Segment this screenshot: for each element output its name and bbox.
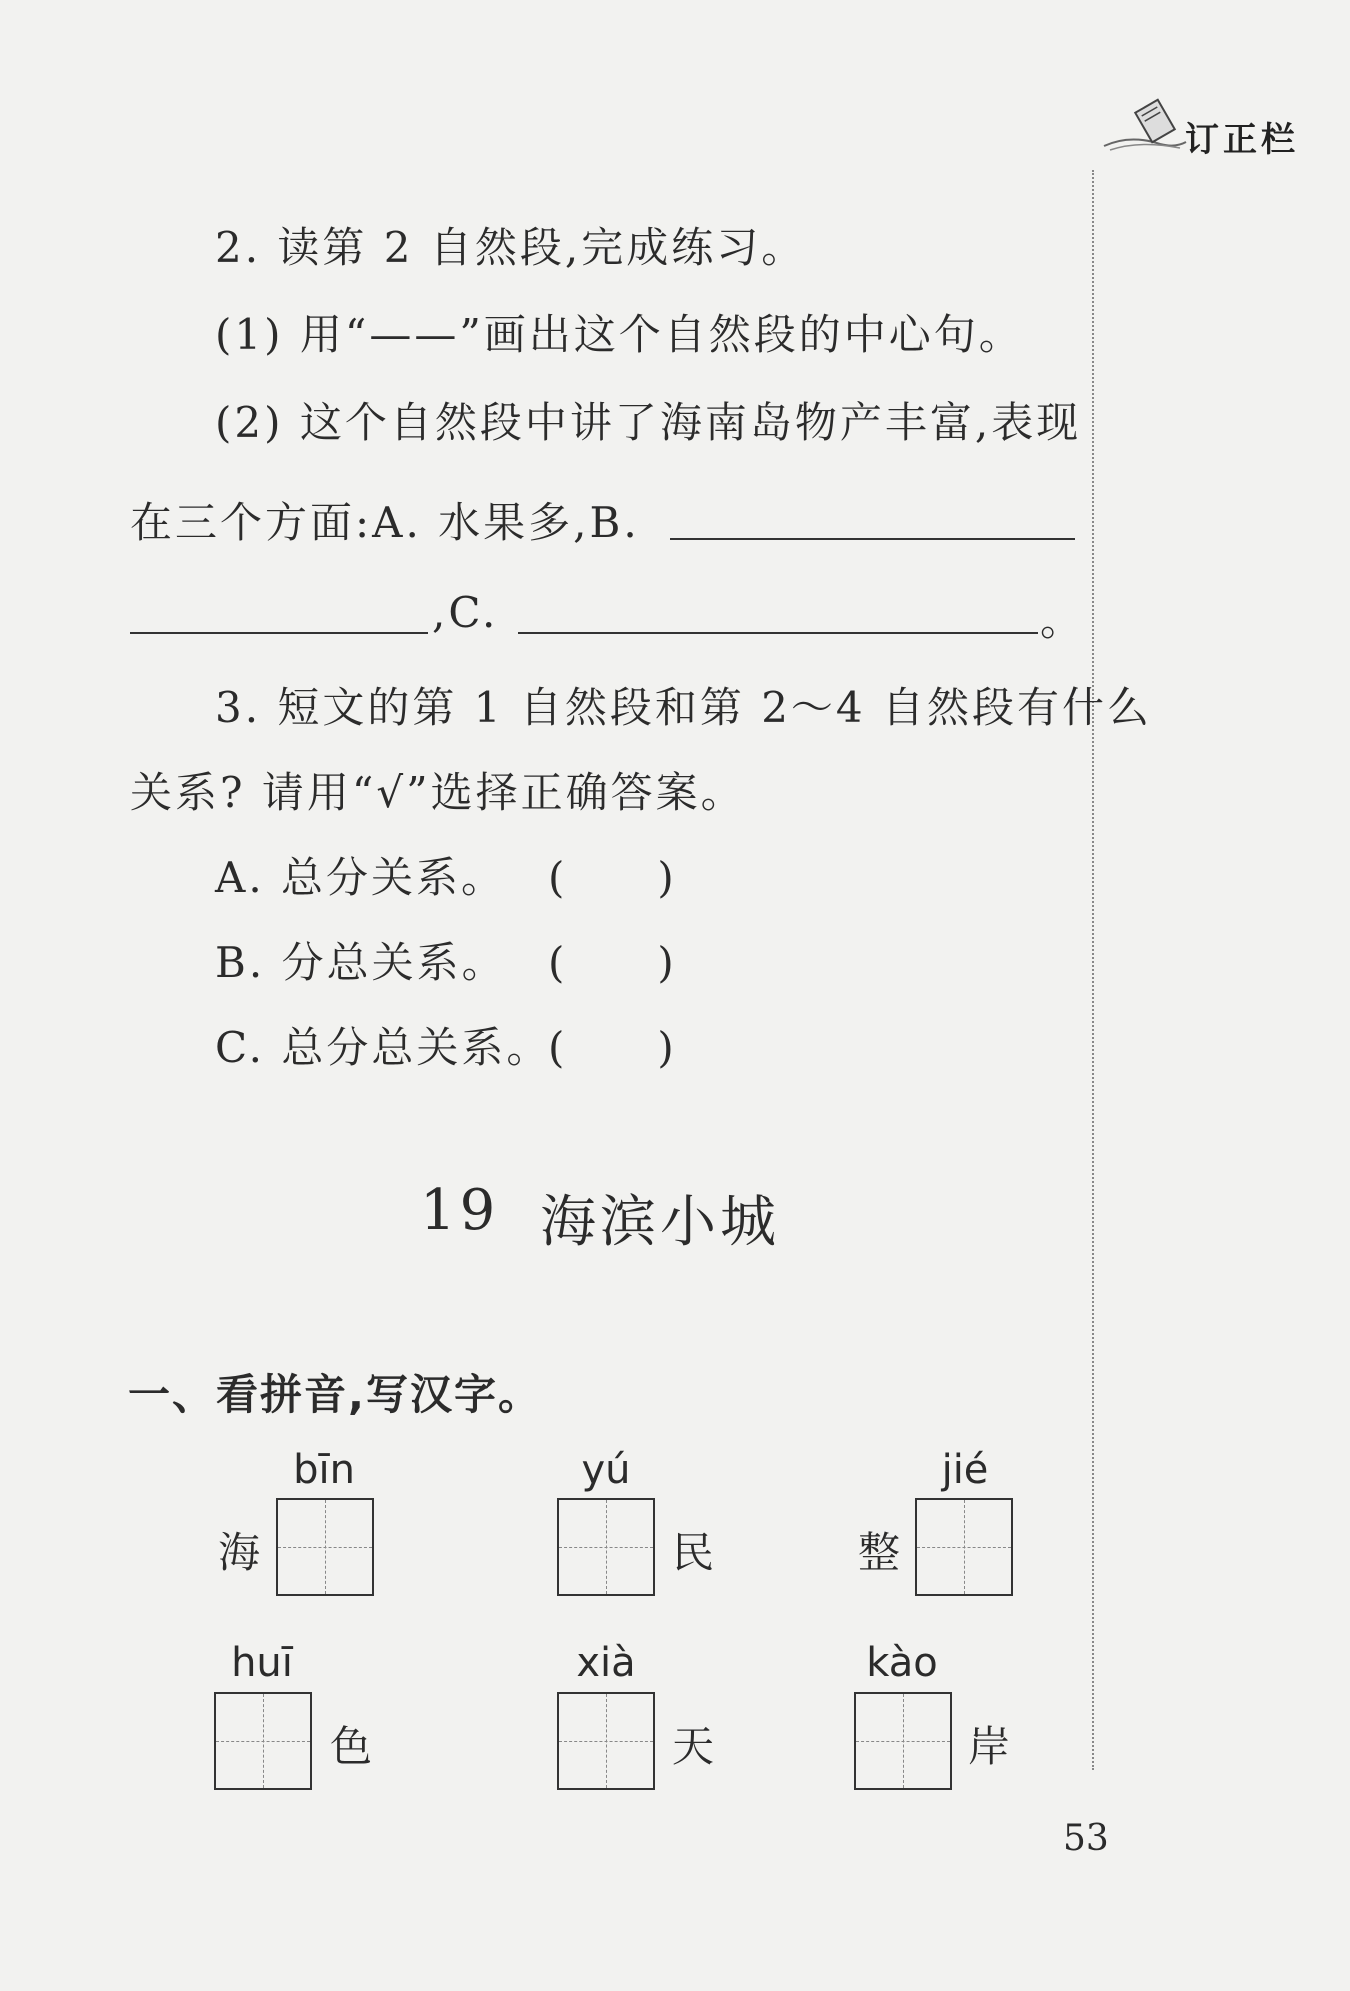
pinyin-label: yú xyxy=(581,1447,631,1493)
lesson-title: 海滨小城 xyxy=(540,1190,780,1255)
writing-grid-box[interactable] xyxy=(214,1692,312,1790)
section-1-heading: 一、看拼音,写汉字。 xyxy=(128,1370,542,1419)
q3-option-c-checkbox[interactable]: ( ) xyxy=(548,1023,677,1072)
q3-option-b-label: B. 分总关系。 xyxy=(215,938,507,987)
answer-blank-b-continued[interactable] xyxy=(130,632,428,634)
pinyin-label: bīn xyxy=(293,1447,355,1493)
writing-grid-box[interactable] xyxy=(557,1498,655,1596)
q3-line2: 关系? 请用“√”选择正确答案。 xyxy=(130,768,746,817)
writing-grid-box[interactable] xyxy=(915,1498,1013,1596)
pinyin-label: xià xyxy=(576,1640,636,1686)
q3-option-a-checkbox[interactable]: ( ) xyxy=(548,853,677,902)
page-number: 53 xyxy=(1063,1818,1109,1859)
pinyin-label: jié xyxy=(941,1447,989,1493)
q3-option-b-checkbox[interactable]: ( ) xyxy=(548,938,677,987)
writing-grid-box[interactable] xyxy=(557,1692,655,1790)
lesson-number: 19 xyxy=(420,1178,500,1243)
given-character: 民 xyxy=(672,1528,715,1577)
given-character: 整 xyxy=(858,1528,901,1577)
pinyin-label: kào xyxy=(866,1640,938,1686)
given-character: 岸 xyxy=(968,1722,1011,1771)
writing-grid-box[interactable] xyxy=(276,1498,374,1596)
pencil-eraser-icon xyxy=(1100,96,1190,156)
answer-blank-c[interactable] xyxy=(518,632,1038,634)
q2-sub2-line2: 在三个方面:A. 水果多,B. xyxy=(130,498,640,547)
pinyin-label: huī xyxy=(231,1640,293,1686)
q2-sub2-c: ,C. xyxy=(432,588,499,637)
q3-option-c-label: C. 总分总关系。 xyxy=(215,1023,552,1072)
q2-sub1: (1) 用“——”画出这个自然段的中心句。 xyxy=(215,310,1024,359)
q2-sub2-line1: (2) 这个自然段中讲了海南岛物产丰富,表现 xyxy=(215,398,1082,447)
correction-column-divider xyxy=(1092,170,1094,1770)
answer-blank-b[interactable] xyxy=(670,538,1075,540)
q2-end-mark: 。 xyxy=(1040,596,1086,645)
correction-column-title: 订正栏 xyxy=(1185,120,1299,160)
writing-grid-box[interactable] xyxy=(854,1692,952,1790)
given-character: 天 xyxy=(672,1722,715,1771)
given-character: 色 xyxy=(330,1722,373,1771)
q3-option-a-label: A. 总分关系。 xyxy=(215,853,507,902)
q3-line1: 3. 短文的第 1 自然段和第 2～4 自然段有什么 xyxy=(215,683,1152,732)
given-character: 海 xyxy=(218,1528,261,1577)
q2-heading: 2. 读第 2 自然段,完成练习。 xyxy=(215,223,807,272)
